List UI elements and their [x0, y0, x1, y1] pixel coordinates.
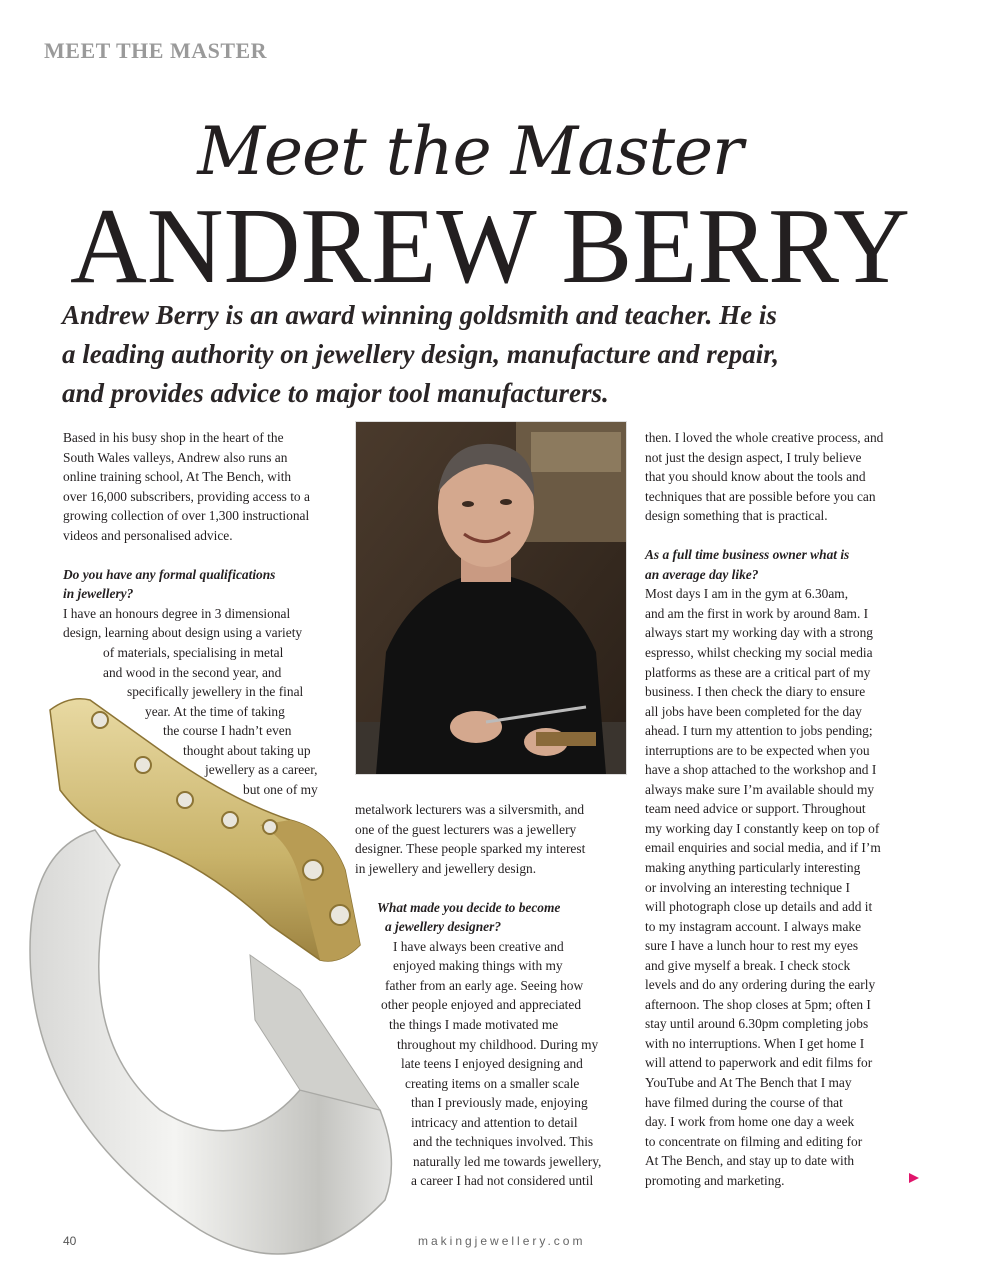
intro-paragraph: Based in his busy shop in the heart of the South Wales valleys, Andrew also runs an online training school, At The Bench, with over 16,000 subscribers, providing access to a growing collection of over 1,300 instructional videos and personalised advice. — [63, 430, 310, 543]
standfirst-line: and provides advice to major tool manufacturers. — [62, 378, 609, 408]
answer-become-designer-continued: then. I loved the whole creative process, and not just the design aspect, I truly believe that you should know about the tools and techniques that are possible before you can design something that is practical. — [645, 430, 884, 524]
main-title — [60, 187, 920, 306]
ring-image — [0, 690, 400, 1260]
page-number: 40 — [63, 1234, 77, 1248]
answer-become-designer: I have always been creative and enjoyed making things with my father from an early age. Seeing how other people enjoyed and appreciated the things I made motivated me throughout my childhood. During my late teens I enjoyed designing and creating items on a smaller scale than I previously made, enjoying intricacy and attention to detail and the techniques involved. This naturally led me towards jewellery, a career I had not considered until — [381, 938, 602, 1189]
question-qualifications: Do you have any formal qualifications in jewellery? — [63, 566, 276, 602]
standfirst-line: Andrew Berry is an award winning goldsmith and teacher. He is — [62, 300, 777, 330]
website-footer: makingjewellery.com — [418, 1234, 586, 1248]
column-3 — [645, 428, 925, 1190]
script-title-text: Meet the Master — [197, 113, 743, 190]
standfirst-name: Andrew Berry — [62, 300, 219, 330]
main-title-text: ANDREW BERRY — [70, 187, 910, 306]
question-become-designer: What made you decide to become a jewellery designer? — [377, 899, 561, 935]
answer-qualifications: I have an honours degree in 3 dimensional design, learning about design using a variety of materials, specialising in metal and wood in the second year, and specifically jewellery in the final year. At the time of taking the course I hadn’t even thought about taking up jewellery as a career, but one of my — [63, 605, 318, 797]
question-average-day: As a full time business owner what is an average day like? — [645, 547, 850, 582]
answer-average-day: Most days I am in the gym at 6.30am, and am the first in work by around 8am. I always start my working day with a strong espresso, whilst checking my social media platforms as these are a critical part of my business. I then check the diary to ensure all jobs have been completed for the day ahead. I turn my attention to jobs pending; interruptions are to be expected when you have a shop attached to the workshop and I always make sure I’m available should my team need advice or support. Throughout my working day I constantly keep on top of email enquiries and social media, and if I’m making anything particularly interesting or involving an interesting technique I will photograph close up details and add it to my instagram account. I always make sure I have a lunch hour to rest my eyes and give myself a break. I check stock levels and do any ordering during the early afternoon. The shop closes at 5pm; often I stay until around 6.30pm completing jobs with no interruptions. When I get home I will attend to paperwork and edit films for YouTube and At The Bench that I may have filmed during the course of that day. I work from home one day a week to concentrate on filming and editing for At The Bench, and stay up to date with promoting and marketing. — [645, 586, 881, 1188]
standfirst — [62, 296, 922, 413]
section-label: MEET THE MASTER — [44, 38, 268, 63]
answer-qualifications-continued: metalwork lecturers was a silversmith, and one of the guest lecturers was a jewellery designer. These people sparked my interest in jewellery and jewellery design. — [355, 802, 586, 876]
continue-arrow-icon — [908, 1172, 920, 1184]
standfirst-line: a leading authority on jewellery design, manufacture and repair, — [62, 339, 780, 369]
